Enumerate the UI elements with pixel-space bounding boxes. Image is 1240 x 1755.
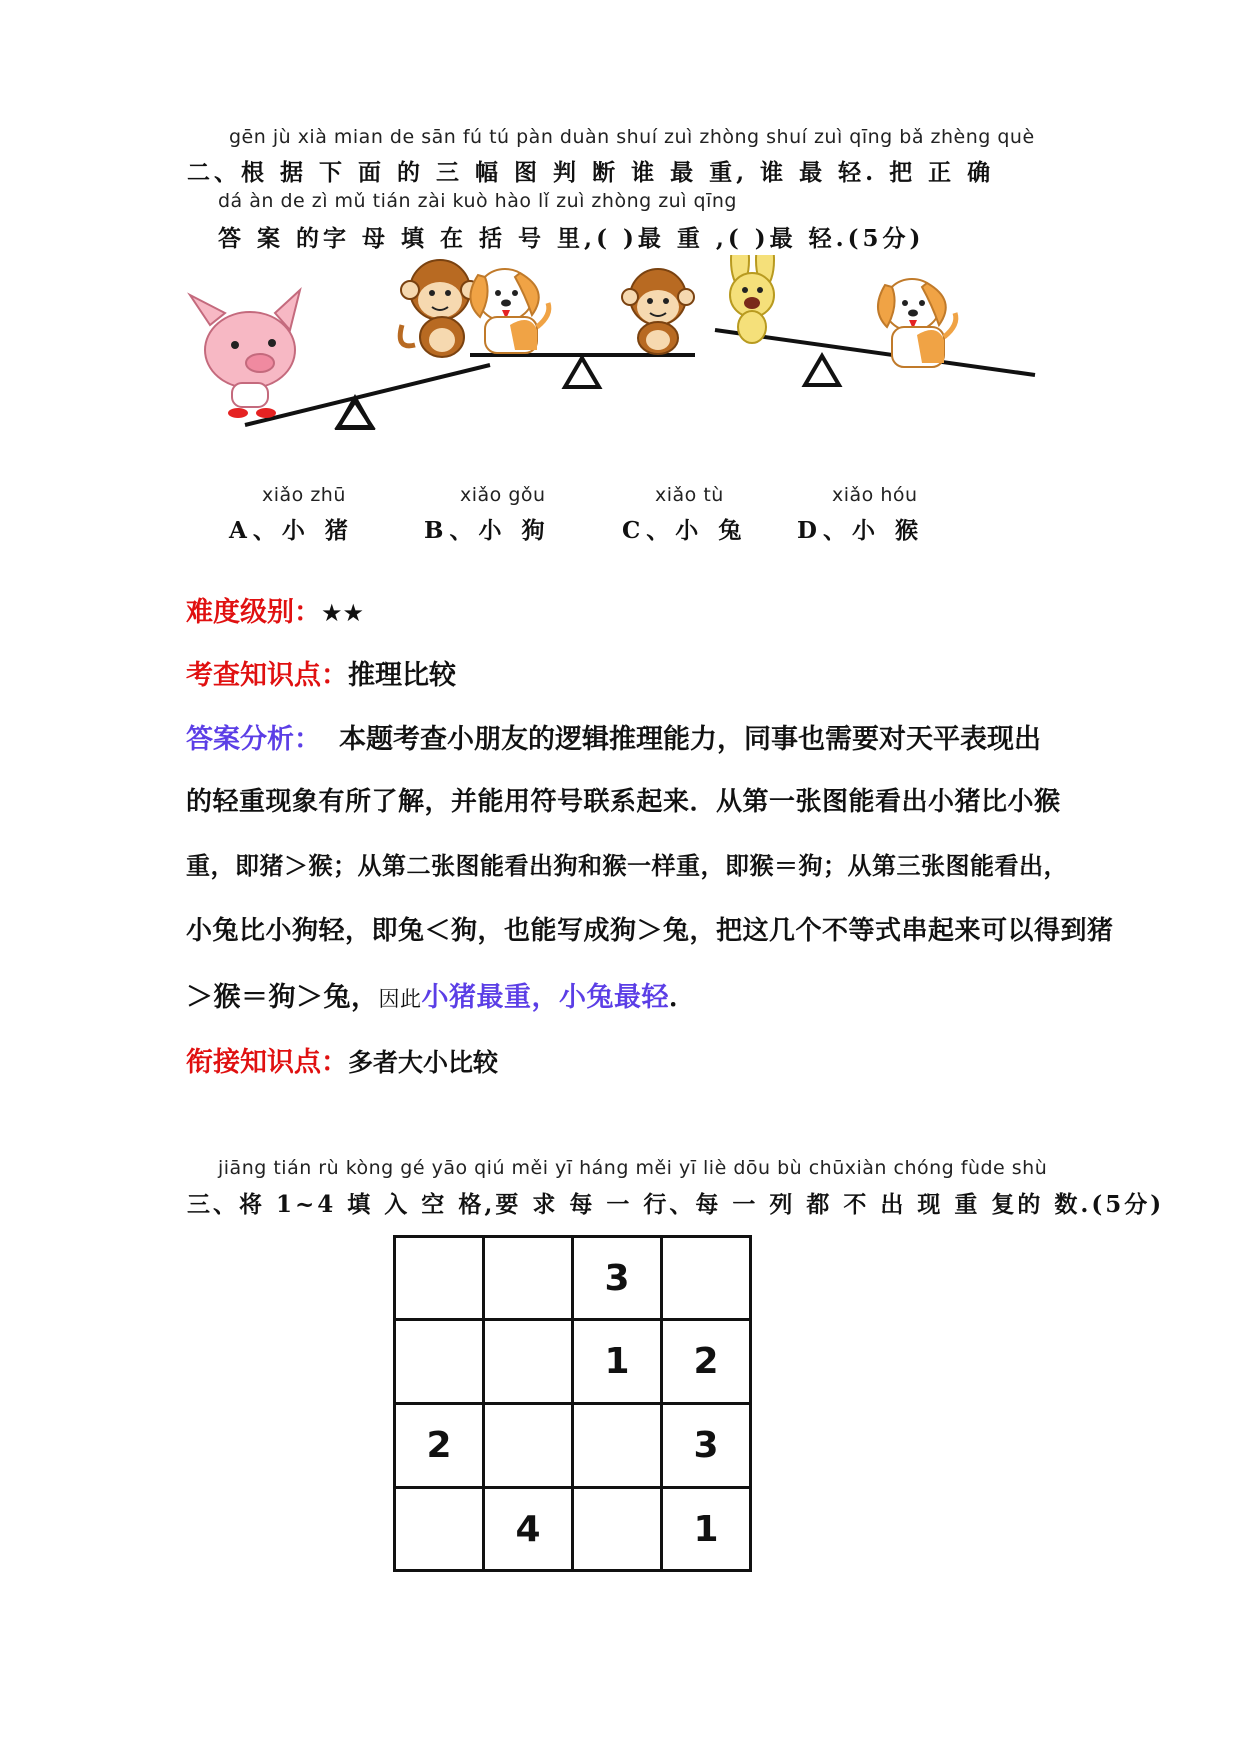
balance-scales-illustration: [180, 255, 1080, 445]
q2-question-line1: 二、根 据 下 面 的 三 幅 图 判 断 谁 最 重, 谁 最 轻. 把 正 确: [187, 159, 995, 186]
grid-row: [395, 1404, 751, 1488]
grid-cell[interactable]: 2: [395, 1404, 484, 1488]
grid-cell[interactable]: 2: [662, 1320, 751, 1404]
option-a-label: A、小 猪: [229, 517, 354, 544]
difficulty-label: 难度级别：: [186, 597, 321, 628]
grid-cell[interactable]: 3: [573, 1237, 662, 1320]
grid-cell[interactable]: [395, 1320, 484, 1404]
rabbit-figure: [730, 255, 774, 343]
grid-cell[interactable]: [573, 1488, 662, 1571]
number-grid: [393, 1235, 752, 1572]
scale-3: [715, 255, 1035, 385]
grid-cell[interactable]: [662, 1237, 751, 1320]
option-d-pinyin: xiǎo hóu: [832, 484, 918, 506]
grid-cell[interactable]: [484, 1237, 573, 1320]
analysis-line-5-end: ．: [669, 982, 697, 1013]
grid-cell[interactable]: 4: [484, 1488, 573, 1571]
q2-pinyin-line1: gēn jù xià mian de sān fú tú pàn duàn shuí zuì zhòng shuí zuì qīng bǎ zhèng què: [229, 126, 1035, 148]
analysis-line-5-chain: ＞猴＝狗＞兔，: [186, 982, 379, 1013]
monkey-figure-1: [400, 260, 479, 357]
q2-question-line2: 答 案 的字 母 填 在 括 号 里,( )最 重 ,( )最 轻.(5分): [218, 225, 925, 252]
monkey-figure-2: [622, 269, 694, 354]
linked-knowledge-value: 多者大小比较: [348, 1048, 499, 1077]
option-d-label: D、小 猴: [797, 517, 924, 544]
linked-knowledge-label: 衔接知识点：: [186, 1047, 348, 1078]
grid-cell[interactable]: [395, 1488, 484, 1571]
scale-2: [470, 269, 695, 387]
linked-knowledge-row: [186, 1040, 498, 1079]
analysis-line-5-therefore: 因此: [378, 987, 422, 1011]
grid-row: [395, 1237, 751, 1320]
grid-cell[interactable]: [573, 1404, 662, 1488]
answer-analysis-row: [186, 717, 1041, 756]
analysis-line-5: [186, 975, 697, 1014]
analysis-line-1: 本题考查小朋友的逻辑推理能力，同事也需要对天平表现出: [339, 724, 1041, 755]
grid-row: [395, 1320, 751, 1404]
analysis-line-2: 的轻重现象有所了解，并能用符号联系起来．从第一张图能看出小猪比小猴: [186, 787, 1061, 817]
option-c-label: C、小 兔: [622, 517, 748, 544]
option-c-pinyin: xiǎo tù: [655, 484, 724, 506]
knowledge-point-value: 推理比较: [348, 660, 456, 691]
q2-pinyin-line2: dá àn de zì mǔ tián zài kuò hào lǐ zuì zhòng zuì qīng: [218, 190, 737, 212]
difficulty-row: [186, 590, 364, 629]
q3-pinyin: jiāng tián rù kòng gé yāo qiú měi yī háng měi yī liè dōu bù chūxiàn chóng fùde shù: [218, 1157, 1048, 1179]
grid-cell[interactable]: [395, 1237, 484, 1320]
dog-figure-1: [470, 269, 548, 353]
grid-cell[interactable]: 1: [662, 1488, 751, 1571]
analysis-line-3: 重，即猪＞猴；从第二张图能看出狗和猴一样重，即猴＝狗；从第三张图能看出，: [186, 852, 1068, 880]
option-b-pinyin: xiǎo gǒu: [460, 484, 546, 506]
grid-row: [395, 1488, 751, 1571]
analysis-line-4: 小兔比小狗轻，即兔＜狗，也能写成狗＞兔，把这几个不等式串起来可以得到猪: [186, 916, 1114, 946]
answer-analysis-label: 答案分析：: [186, 724, 321, 755]
scale-1: [190, 260, 490, 428]
grid-cell[interactable]: [484, 1404, 573, 1488]
difficulty-stars: ★★: [321, 599, 365, 627]
knowledge-point-label: 考查知识点：: [186, 660, 348, 691]
analysis-conclusion: 小猪最重，小兔最轻: [421, 982, 669, 1013]
option-b-label: B、小 狗: [424, 517, 551, 544]
pig-figure: [190, 290, 300, 418]
q3-question: 三、将 1~4 填 入 空 格,要 求 每 一 行、每 一 列 都 不 出 现 重 复的 数.(5分): [187, 1191, 1165, 1218]
option-a-pinyin: xiǎo zhū: [262, 484, 346, 506]
grid-cell[interactable]: [484, 1320, 573, 1404]
grid-cell[interactable]: 3: [662, 1404, 751, 1488]
knowledge-point-row: [186, 653, 456, 692]
grid-cell[interactable]: 1: [573, 1320, 662, 1404]
